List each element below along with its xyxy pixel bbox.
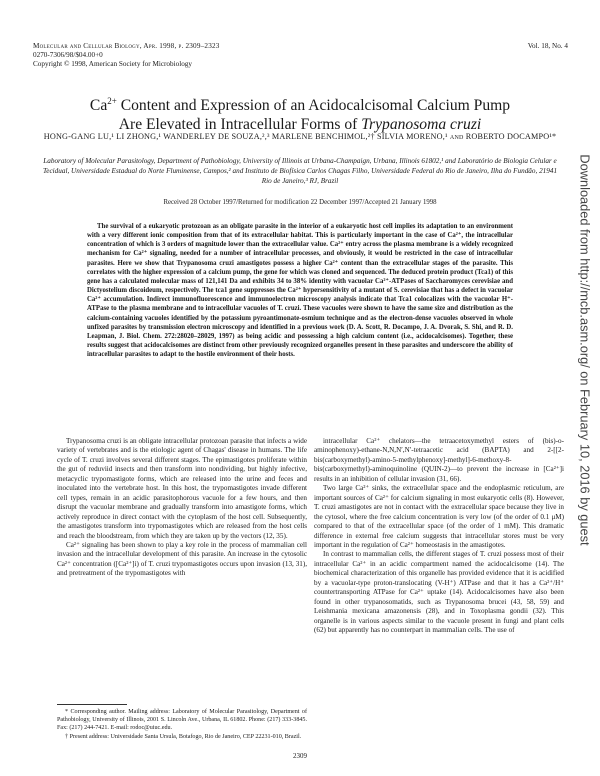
footnote-present-address: † Present address: Universidade Santa Ursula, Botafogo, Rio de Janeiro, CEP 22231-010, Brazil. — [65, 733, 302, 740]
body-paragraph: In contrast to mammalian cells, the different stages of T. cruzi possess most of their intracellular Ca²⁺ in an acidic compartment named the acidocalcisome (14). The biochemical characterization of this organelle has provided evidence that it is acidified by a vacuolar-type proton-translocating (V-H⁺) ATPase and that it has a Ca²⁺/H⁺ countertransporting ATPase for Ca²⁺ uptake (14). Acidocalcisomes have also been found in other trypanosomatids, such as Trypanosoma brucei (43, 58, 59) and Leishmania mexicana amazonensis (28), and in Toxoplasma gondii (32). This organelle is in various aspects similar to the vacuole present in fungi and plant cells (62) but apparently has no counterpart in mammalian cells. The use of — [314, 550, 564, 635]
affiliations: Laboratory of Molecular Parasitology, Department of Pathobiology, University of Illinois at Urbana-Champaign, Urbana, Illinois 61802,¹ and Laboratório de Biologia Celular e Tecidual, Universidade Estadual do Norte Fluminense, Campos,² and Instituto de Biofísica Carlos Chagas Filho, Universidade Federal do Rio de Janeiro, Ilha do Fundão, 21941 Rio de Janeiro,³ RJ, Brazil — [42, 157, 558, 185]
title-charge: 2+ — [107, 96, 117, 106]
footnote-divider — [57, 704, 127, 705]
footnote-corresponding: * Corresponding author. Mailing address: Laboratory of Molecular Parasitology, Department of Pathobiology, University of Illinois, 2001 S. Lincoln Ave., Urbana, IL 61802. Phone: (217) 333-3845. Fax: (217) 244-7421. E-mail: rodoc@uiuc.edu. — [57, 709, 307, 732]
left-column — [57, 437, 307, 579]
journal-citation: Molecular and Cellular Biology, Apr. 1998, p. 2309–2323 — [33, 42, 220, 50]
article-title — [40, 92, 560, 134]
footnotes — [57, 708, 307, 741]
body-paragraph: Two large Ca²⁺ sinks, the extracellular space and the endoplasmic reticulum, are important sources of Ca²⁺ for calcium signaling in most eukaryotic cells (8). However, T. cruzi amastigotes are not in contact with the extracellular space because they live in the cytosol, where the free calcium concentration is very low (of the order of 0.1 μM) compared to that of the extracellular space (of the order of 1 mM). This dramatic difference in external free calcium suggests that intracellular stores must be very important in the regulation of Ca²⁺ homeostasis in the amastigotes. — [314, 484, 564, 549]
authors-main: HONG-GANG LU,¹ LI ZHONG,¹ WANDERLEY DE SOUZA,²,³ MARLENE BENCHIMOL,²† SILVIA MORENO,¹ — [43, 132, 450, 141]
title-line-2-text: Are Elevated in Intracellular Forms of — [118, 115, 362, 133]
abstract-text: The survival of a eukaryotic protozoan as an obligate parasite in the interior of a eukaryotic host cell implies its adaptation to an environment with a very different ionic composition from that of its extracellular habitat. This is particularly important in the case of Ca²⁺, the intracellular concentration of which is 3 orders of magnitude lower than the extracellular value. Ca²⁺ entry across the plasma membrane is a widely recognized mechanism for Ca²⁺ signaling, needed for a number of intracellular processes, and obviously, it would be restricted in the case of intracellular parasites. Here we show that Trypanosoma cruzi amastigotes possess a higher Ca²⁺ content than the extracellular stages of the parasite. This correlates with the higher expression of a calcium pump, the gene for which was cloned and sequenced. The deduced protein product (Tca1) of this gene has a calculated molecular mass of 121,141 Da and exhibits 34 to 38% identity with vacuolar Ca²⁺-ATPases of Saccharomyces cerevisiae and Dictyostelium discoideum, respectively. The tca1 gene suppresses the Ca²⁺ hypersensitivity of a mutant of S. cerevisiae that has a defect in vacuolar Ca²⁺ accumulation. Indirect immunofluorescence and immunoelectron microscopy analysis indicate that Tca1 colocalizes with the vacuolar H⁺-ATPase to the plasma membrane and to intracellular vacuoles of T. cruzi. These vacuoles were shown to have the same size and distribution as the calcium-containing vacuoles identified by the potassium pyroantimonate-osmium technique and as the electron-dense vacuoles observed in whole unfixed parasites by transmission electron microscopy and identified in a previous work (D. A. Scott, R. Docampo, J. A. Dvorak, S. Shi, and R. D. Leapman, J. Biol. Chem. 272:28020–28029, 1997) as being acidic and possessing a high calcium content (i.e., acidocalcisomes). Together, these results suggest that acidocalcisomes are distinct from other previously recognized organelles present in these parasites and underscore the ability of intracellular parasites to adapt to the hostile environment of their hosts. — [87, 223, 513, 359]
copyright-line: Copyright © 1998, American Society for Microbiology — [33, 60, 192, 68]
authors-last: ROBERTO DOCAMPO¹* — [463, 132, 557, 141]
title-line-1-rest: Content and Expression of an Acidocalcisomal Calcium Pump — [116, 97, 511, 115]
authors-and: and — [449, 132, 464, 141]
title-organism: Trypanosoma cruzi — [361, 115, 482, 133]
title-ion: Ca — [89, 97, 108, 115]
download-watermark — [577, 40, 593, 660]
download-watermark-text: Downloaded from http://mcb.asm.org/ on February 10, 2016 by guest — [577, 154, 593, 546]
right-column — [314, 437, 564, 636]
body-paragraph: intracellular Ca²⁺ chelators—the tetraacetoxymethyl esters of (bis)-o-aminophenoxy)-ethane-N,N,N′,N′-tetraacetic acid (BAPTA) and 2-[[2-bis(carboxymethyl)-amino-5-methylphenoxy]-methyl]-6-methoxy-8-bis(carboxymethyl)-aminoquinoline (QUIN-2)—to prevent the increase in [Ca²⁺]i results in an inhibition of cellular invasion (31, 66). — [314, 437, 564, 483]
abstract — [87, 222, 513, 359]
body-paragraph: Trypanosoma cruzi is an obligate intracellular protozoan parasite that infects a wide variety of vertebrates and is the etiologic agent of Chagas' disease in humans. The life cycle of T. cruzi involves several different stages. The epimastigotes proliferate within the gut of reduviid insects and then transform into nondividing, but highly infective, metacyclic trypomastigote forms, which are released into the urine and feces and inoculated into the vertebrate host. In this host, the trypomastigotes invade different cell types, remain in an acidic parasitophorous vacuole for a few hours, and then disrupt the vacuolar membrane and gradually transform into amastigote forms, which actively reproduce in direct contact with the cytoplasm of the host cell. Subsequently, the amastigotes transform into trypomastigotes which are released from the host cells and reach the bloodstream, from which they are taken up by the vectors (12, 35). — [57, 437, 307, 540]
body-paragraph: Ca²⁺ signaling has been shown to play a key role in the process of mammalian cell invasion and the intracellular development of this parasite. An increase in the cytosolic Ca²⁺ concentration ([Ca²⁺]i) of T. cruzi trypomastigotes occurs upon invasion (13, 31), and pretreatment of the trypomastigotes with — [57, 540, 307, 578]
journal-header — [33, 42, 568, 69]
page-number: 2309 — [293, 752, 307, 760]
journal-code: 0270-7306/98/$04.00+0 — [33, 51, 103, 59]
title-line-1 — [40, 92, 560, 116]
volume-issue: Vol. 18, No. 4 — [527, 42, 568, 50]
received-dates: Received 28 October 1997/Returned for modification 22 December 1997/Accepted 21 January 1998 — [163, 199, 437, 206]
author-list — [40, 131, 560, 142]
